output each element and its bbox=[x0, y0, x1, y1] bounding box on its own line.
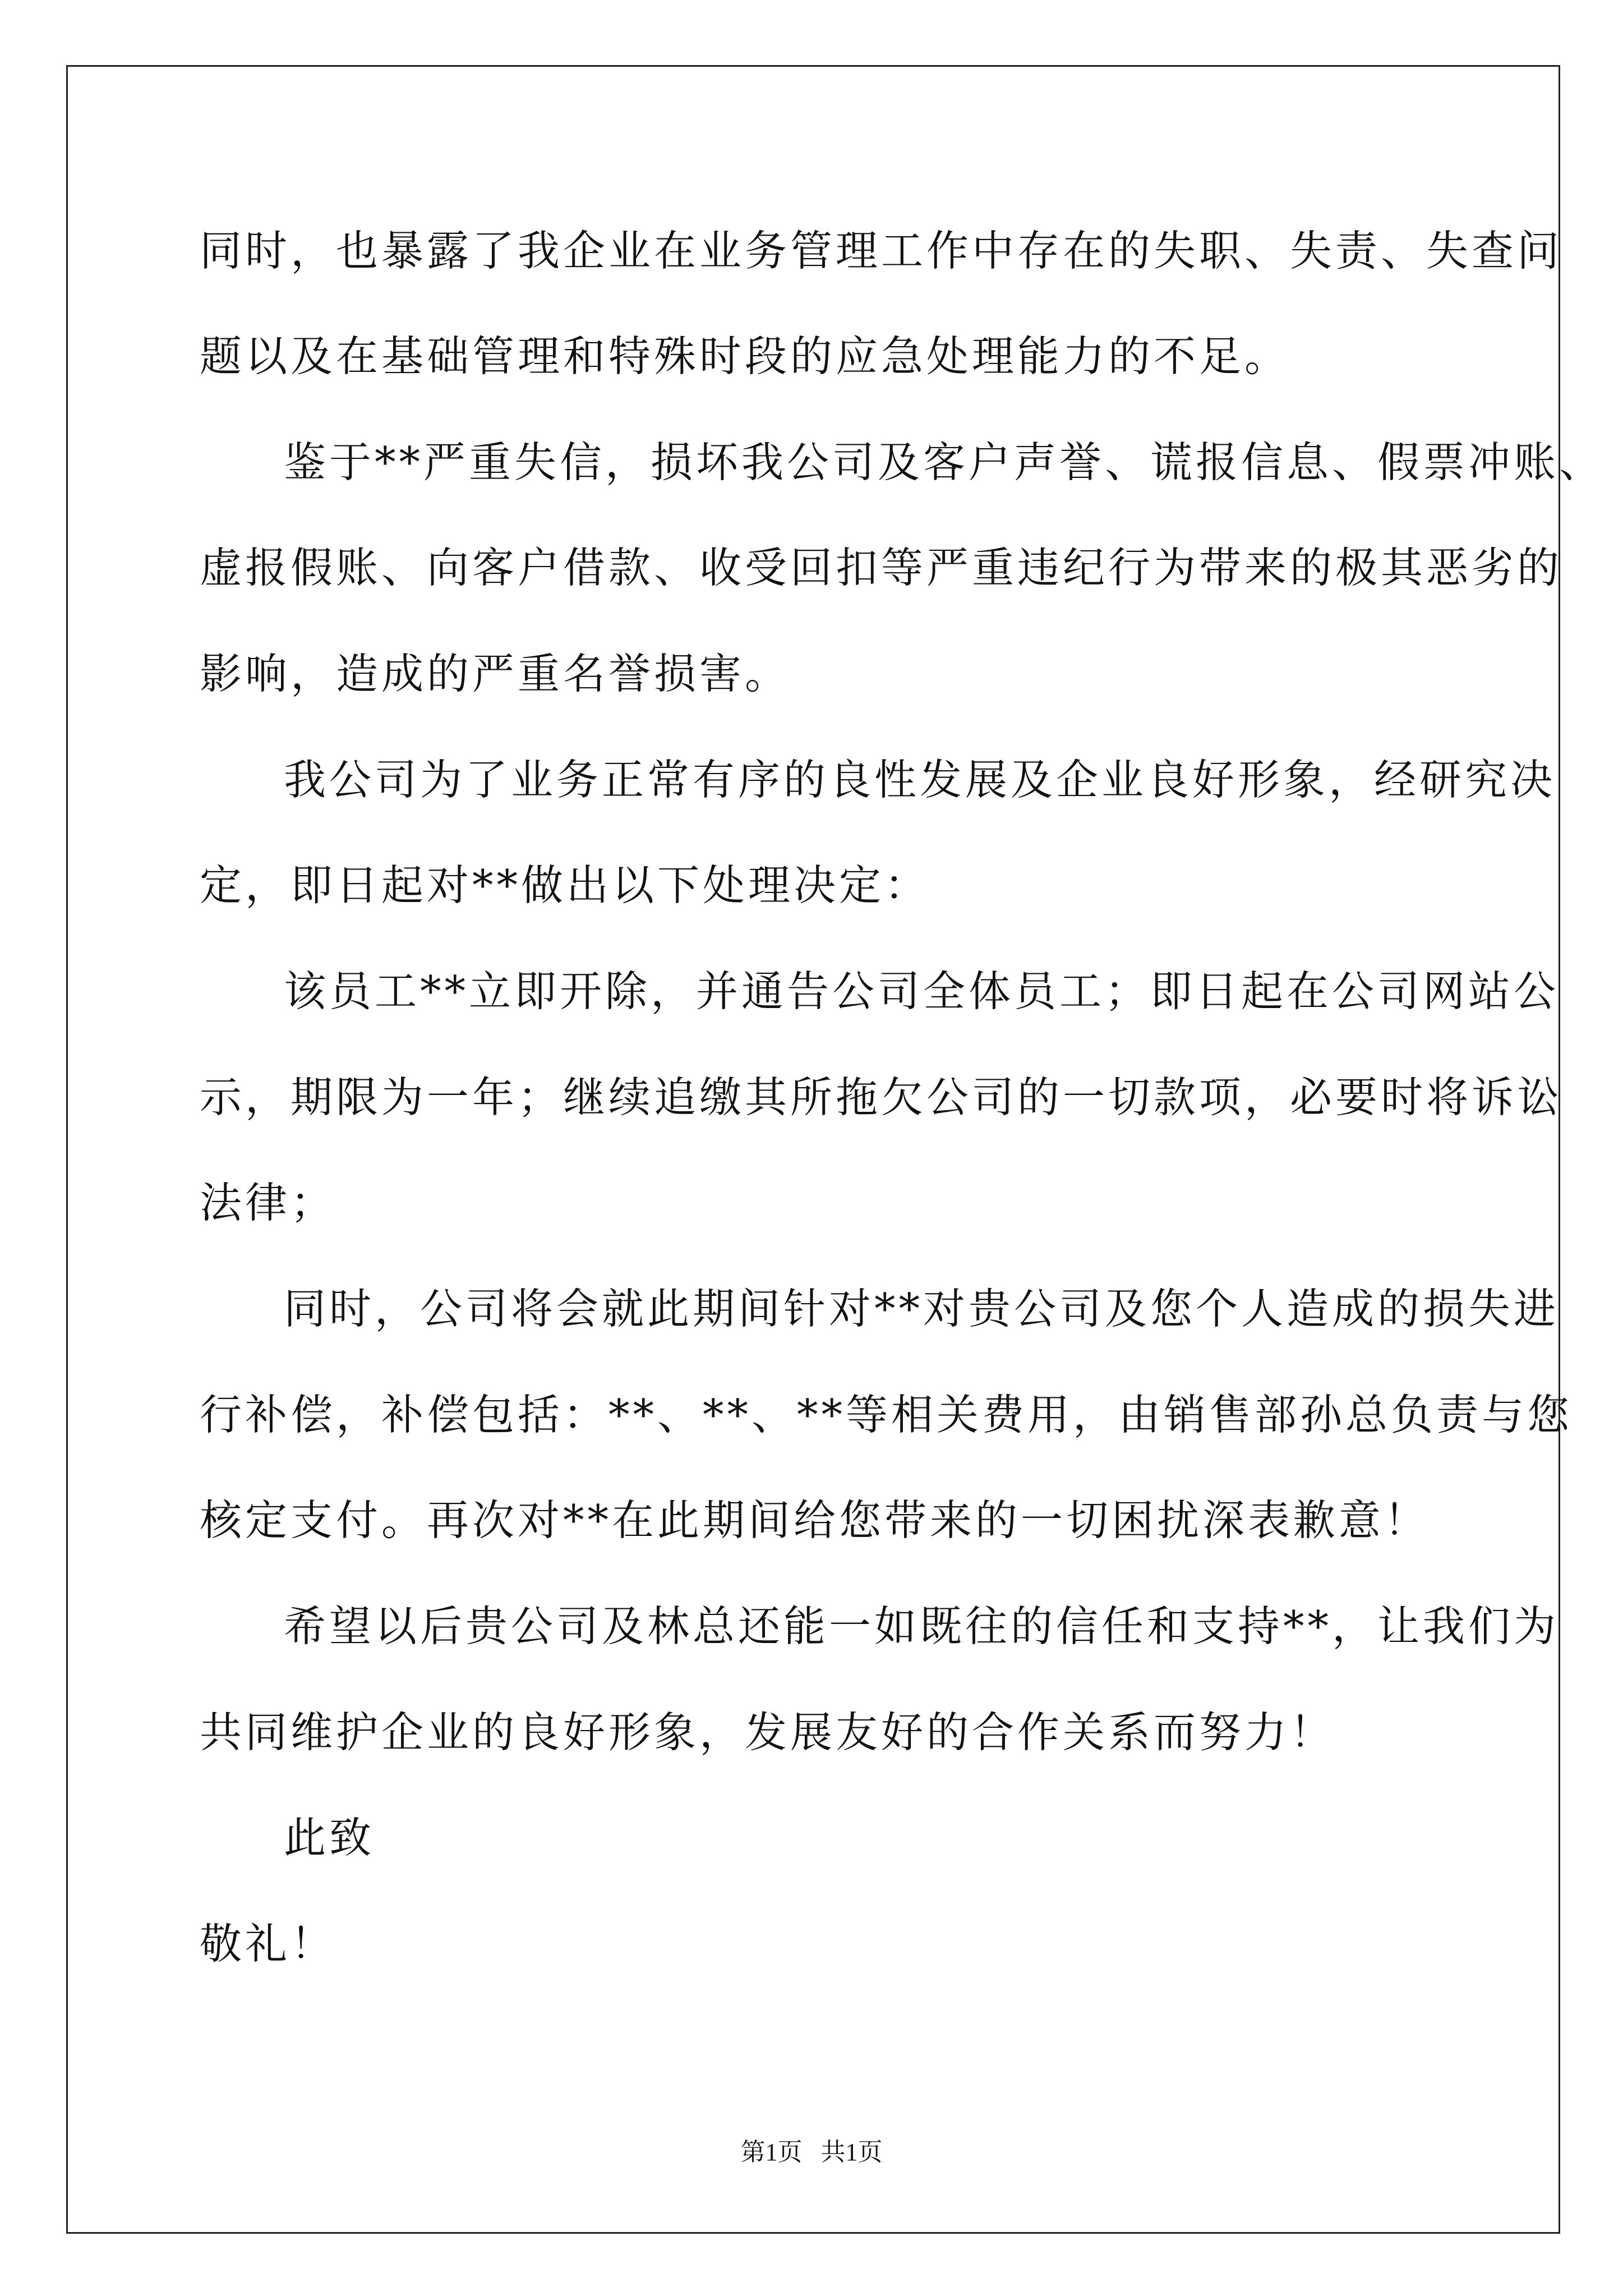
text-line-16: 此致 bbox=[284, 1813, 375, 1862]
text-line-2: 题以及在基础管理和特殊时段的应急处理能力的不足。 bbox=[200, 332, 1290, 381]
text-line-10: 法律； bbox=[200, 1178, 336, 1227]
text-line-5: 影响，造成的严重名誉损害。 bbox=[200, 649, 791, 698]
text-line-7: 定，即日起对**做出以下处理决定： bbox=[200, 861, 930, 910]
text-line-11: 同时，公司将会就此期间针对**对贵公司及您个人造成的损失进 bbox=[284, 1284, 1560, 1333]
page-border bbox=[66, 65, 1563, 2234]
text-line-9: 示，期限为一年；继续追缴其所拖欠公司的一切款项，必要时将诉讼 bbox=[200, 1073, 1563, 1122]
page-footer: 第1页 共1页 bbox=[740, 2138, 883, 2166]
text-line-13: 核定支付。再次对**在此期间给您带来的一切困扰深表歉意！ bbox=[200, 1496, 1430, 1545]
text-line-12: 行补偿，补偿包括：**、**、**等相关费用，由销售部孙总负责与您 bbox=[200, 1390, 1573, 1439]
text-line-3: 鉴于**严重失信，损坏我公司及客户声誉、谎报信息、假票冲账、 bbox=[284, 438, 1605, 487]
text-line-15: 共同维护企业的良好形象，发展友好的合作关系而努力！ bbox=[200, 1708, 1336, 1757]
text-line-8: 该员工**立即开除，并通告公司全体员工；即日起在公司网站公 bbox=[284, 967, 1560, 1016]
text-line-1: 同时，也暴露了我企业在业务管理工作中存在的失职、失责、失查问 bbox=[200, 226, 1563, 275]
text-line-6: 我公司为了业务正常有序的良性发展及企业良好形象，经研究决 bbox=[284, 755, 1556, 804]
text-line-4: 虚报假账、向客户借款、收受回扣等严重违纪行为带来的极其恶劣的 bbox=[200, 543, 1563, 592]
text-line-17: 敬礼！ bbox=[200, 1919, 336, 1968]
text-line-14: 希望以后贵公司及林总还能一如既往的信任和支持**，让我们为 bbox=[284, 1602, 1560, 1651]
